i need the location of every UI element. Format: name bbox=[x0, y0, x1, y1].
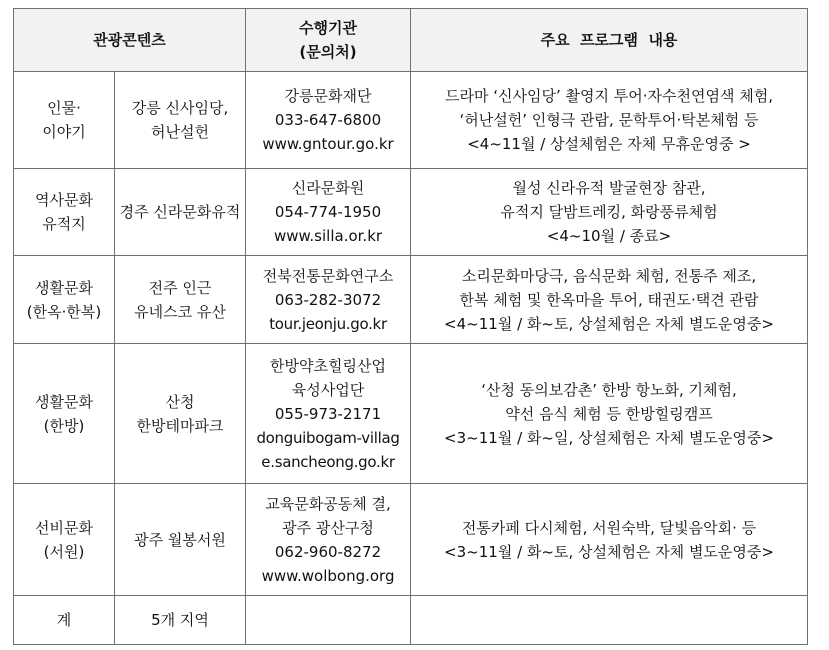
program-cell bbox=[411, 344, 808, 484]
site-line: 허난설헌 bbox=[151, 123, 209, 141]
site-line: 경주 신라문화유적 bbox=[119, 203, 241, 221]
header-row bbox=[14, 9, 808, 72]
site-line: 산청 bbox=[165, 392, 195, 411]
tourism-content-table bbox=[13, 8, 808, 645]
category-line: 유적지 bbox=[42, 215, 86, 233]
site-cell bbox=[115, 484, 246, 596]
program-line: ‘산청 동의보감촌’ 한방 항노화, 기체험, bbox=[481, 380, 737, 399]
site-line: 한방테마파크 bbox=[136, 416, 224, 435]
program-cell bbox=[411, 169, 808, 256]
program-line: 유적지 달밤트레킹, 화랑풍류체험 bbox=[500, 203, 718, 221]
category-cell bbox=[14, 596, 115, 645]
category-line: 역사문화 bbox=[35, 191, 93, 209]
program-line: <4~11월 / 화~토, 상설체험은 자체 별도운영중> bbox=[444, 314, 774, 333]
organization-line: 055-973-2171 bbox=[274, 404, 382, 423]
header-organization: 수행기관 (문의처) bbox=[246, 9, 411, 72]
category-cell bbox=[14, 169, 115, 256]
program-line: <3~11월 / 화~토, 상설체험은 자체 별도운영중> bbox=[444, 542, 774, 561]
category-line: 계 bbox=[56, 611, 72, 629]
category-line: (한옥·한복) bbox=[26, 302, 102, 321]
category-cell bbox=[14, 72, 115, 169]
header-content: 관광콘텐츠 bbox=[14, 9, 246, 72]
table-row bbox=[14, 169, 808, 256]
organization-line: 육성사업단 bbox=[291, 380, 365, 399]
program-line: <4~10월 / 종료> bbox=[546, 227, 672, 245]
organization-cell bbox=[246, 169, 411, 256]
site-line: 강릉 신사임당, bbox=[131, 99, 229, 117]
table-row bbox=[14, 484, 808, 596]
organization-line: 054-774-1950 bbox=[274, 203, 382, 221]
site-cell bbox=[115, 256, 246, 344]
organization-line: www.gntour.go.kr bbox=[262, 135, 394, 153]
table-row bbox=[14, 256, 808, 344]
category-line: 선비문화 bbox=[35, 518, 93, 537]
category-line: 이야기 bbox=[42, 123, 86, 141]
category-line: (한방) bbox=[43, 416, 85, 435]
site-line: 광주 월봉서원 bbox=[134, 530, 226, 549]
program-cell bbox=[411, 256, 808, 344]
organization-line: donguibogam-villag bbox=[256, 428, 400, 447]
organization-line: 062-960-8272 bbox=[274, 542, 382, 561]
site-cell bbox=[115, 72, 246, 169]
table-row bbox=[14, 72, 808, 169]
table-row bbox=[14, 344, 808, 484]
organization-cell bbox=[246, 344, 411, 484]
organization-line: 광주 광산구청 bbox=[282, 518, 374, 537]
organization-line: www.silla.or.kr bbox=[273, 227, 383, 245]
organization-cell bbox=[246, 72, 411, 169]
organization-line: 033-647-6800 bbox=[274, 111, 382, 129]
organization-cell bbox=[246, 256, 411, 344]
program-line: 소리문화마당극, 음식문화 체험, 전통주 제조, bbox=[461, 266, 757, 285]
site-line: 전주 인근 bbox=[148, 278, 212, 297]
organization-line: 한방약초힐링산업 bbox=[270, 356, 386, 375]
organization-line: www.wolbong.org bbox=[261, 566, 395, 585]
program-line: <4~11월 / 상설체험은 자체 무휴운영중 > bbox=[467, 135, 751, 153]
table-row bbox=[14, 596, 808, 645]
organization-cell bbox=[246, 484, 411, 596]
site-cell bbox=[115, 596, 246, 645]
category-cell bbox=[14, 256, 115, 344]
organization-line: 전북전통문화연구소 bbox=[262, 266, 394, 285]
program-line: 월성 신라유적 발굴현장 참관, bbox=[512, 179, 706, 197]
organization-line: 신라문화원 bbox=[291, 179, 365, 197]
site-line: 유네스코 유산 bbox=[134, 302, 226, 321]
program-line: 약선 음식 체험 등 한방힐링캠프 bbox=[505, 404, 713, 423]
category-cell bbox=[14, 484, 115, 596]
program-line: <3~11월 / 화~일, 상설체험은 자체 별도운영중> bbox=[444, 428, 774, 447]
program-line: 한복 체험 및 한옥마을 투어, 태권도·택견 관람 bbox=[459, 290, 759, 309]
program-cell bbox=[411, 596, 808, 645]
program-cell bbox=[411, 72, 808, 169]
category-cell bbox=[14, 344, 115, 484]
category-line: 인물· bbox=[47, 99, 81, 117]
organization-line: e.sancheong.go.kr bbox=[261, 452, 395, 471]
site-cell bbox=[115, 169, 246, 256]
program-line: 드라마 ‘신사임당’ 촬영지 투어·자수천연염색 체험, bbox=[445, 87, 773, 105]
site-line: 5개 지역 bbox=[151, 611, 209, 629]
category-line: (서원) bbox=[43, 542, 85, 561]
program-line: ‘허난설헌’ 인형극 관람, 문학투어·탁본체험 등 bbox=[459, 111, 759, 129]
organization-cell bbox=[246, 596, 411, 645]
category-line: 생활문화 bbox=[35, 392, 93, 411]
site-cell bbox=[115, 344, 246, 484]
organization-line: 063-282-3072 bbox=[274, 290, 382, 309]
category-line: 생활문화 bbox=[35, 278, 93, 297]
program-line: 전통카페 다시체험, 서원숙박, 달빛음악회· 등 bbox=[461, 518, 757, 537]
organization-line: 교육문화공동체 결, bbox=[265, 494, 391, 513]
organization-line: tour.jeonju.go.kr bbox=[269, 314, 387, 333]
organization-line: 강릉문화재단 bbox=[284, 87, 372, 105]
header-program: 주요 프로그램 내용 bbox=[411, 9, 808, 72]
program-cell bbox=[411, 484, 808, 596]
